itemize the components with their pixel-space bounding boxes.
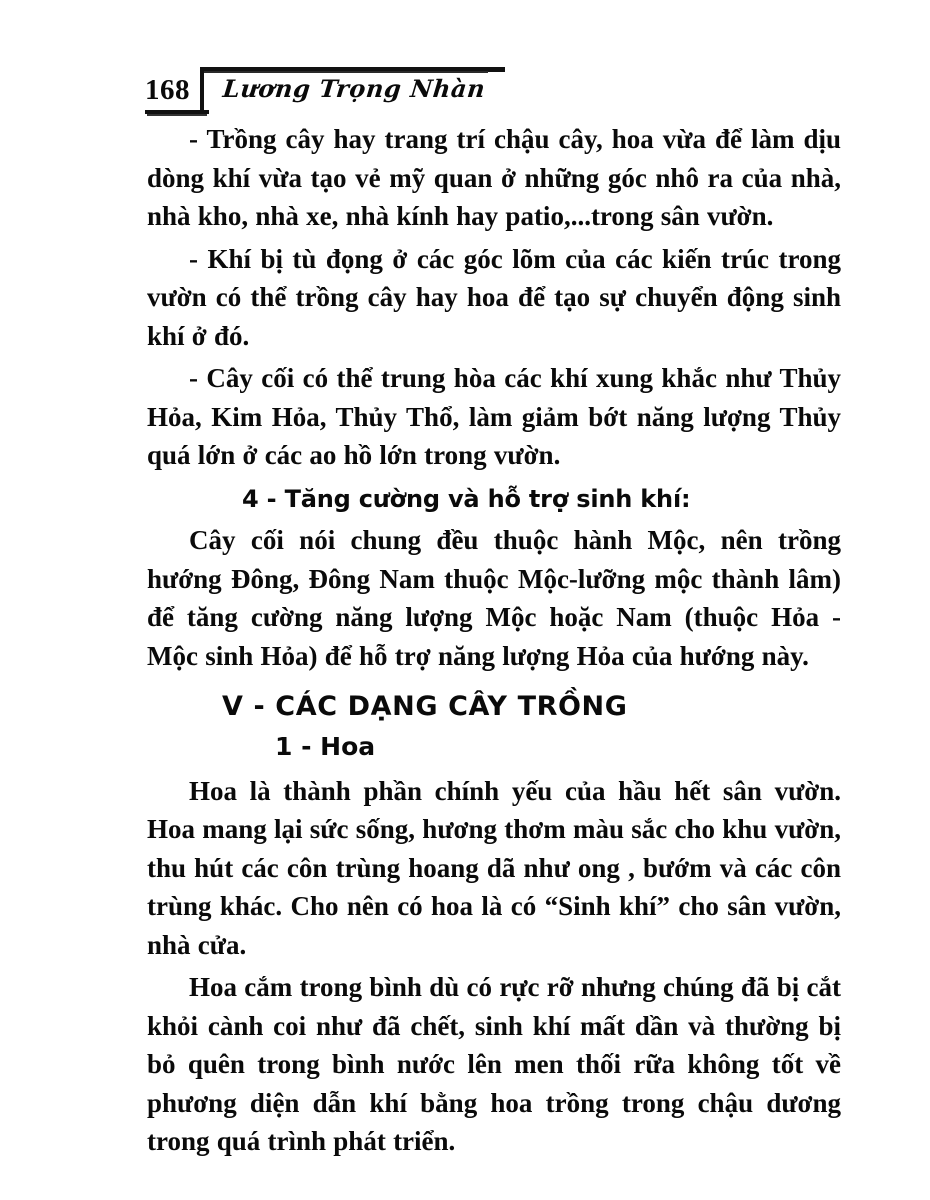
paragraph: - Trồng cây hay trang trí chậu cây, hoa vừa để làm dịu dòng khí vừa tạo vẻ mỹ quan ở những góc nhô ra của nhà, nhà kho, nhà xe, nhà kính hay patio,...trong sân vườn. [147,124,841,231]
paragraph: Cây cối nói chung đều thuộc hành Mộc, nên trồng hướng Đông, Đông Nam thuộc Mộc-lưỡng mộc thành lâm) để tăng cường năng lượng Mộc hoặc Nam (thuộc Hỏa - Mộc sinh Hỏa) để hỗ trợ năng lượng Hỏa của hướng này. [147,525,841,671]
header-rule-underline [145,110,209,114]
paragraph: - Cây cối có thể trung hòa các khí xung khắc như Thủy Hỏa, Kim Hỏa, Thủy Thổ, làm giảm bớt năng lượng Thủy quá lớn ở các ao hồ lớn trong vườn. [147,363,841,470]
running-head-author: Lương Trọng Nhàn [221,74,487,103]
text-column [147,120,841,1165]
item-heading-1-hoa: 1 - Hoa [275,731,376,761]
section-heading-v: V - CÁC DẠNG CÂY TRỒNG [222,691,628,723]
paragraph: - Khí bị tù đọng ở các góc lõm của các kiến trúc trong vườn có thể trồng cây hay hoa để tạo sự chuyển động sinh khí ở đó. [147,243,841,351]
subsection-heading-4: 4 - Tăng cường và hỗ trợ sinh khí: [242,484,691,513]
page-number: 168 [145,74,190,106]
header-rule-vertical [200,67,204,113]
paragraph: Hoa là thành phần chính yếu của hầu hết sân vườn. Hoa mang lại sức sống, hương thơm màu sắc cho khu vườn, thu hút các côn trùng hoang dã như ong , bướm và các côn trùng khác. Cho nên có hoa là có “Sinh khí” cho sân vườn, nhà cửa. [147,775,841,960]
header-rule-top [200,67,505,72]
paragraph: Hoa cắm trong bình dù có rực rỡ nhưng chúng đã bị cắt khỏi cành coi như đã chết, sinh khí mất dần và thường bị bỏ quên trong bình nước lên men thối rữa không tốt về phương diện dẫn khí bằng hoa trồng trong chậu dương trong quá trình phát triển. [147,972,841,1157]
running-head [145,62,845,114]
